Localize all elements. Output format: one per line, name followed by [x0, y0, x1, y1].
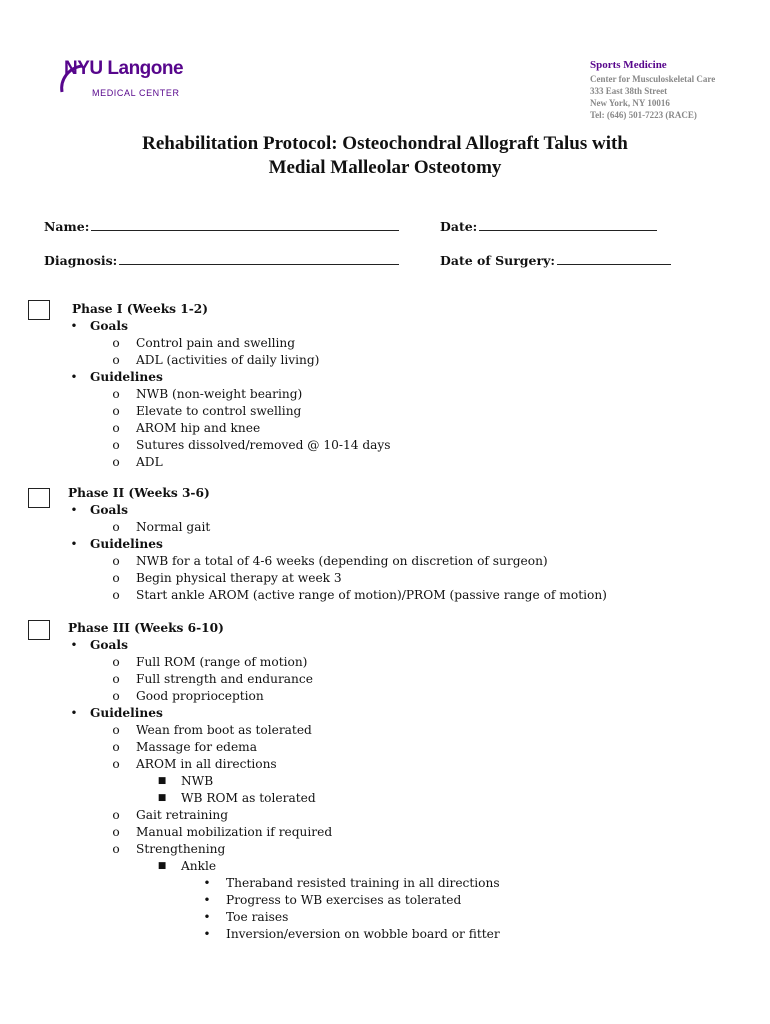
list-item: o Gait retraining: [112, 808, 228, 822]
list-item: • Progress to WB exercises as tolerated: [203, 893, 462, 907]
list-item: o ADL (activities of daily living): [112, 353, 320, 367]
document-title: [0, 132, 770, 180]
list-item: o AROM hip and knee: [112, 421, 261, 435]
list-item: o Sutures dissolved/removed @ 10-14 days: [112, 438, 391, 452]
list-item: o ADL: [112, 455, 163, 469]
list-item: o Good proprioception: [112, 689, 264, 703]
date-of-surgery-label: Date of Surgery:: [440, 253, 555, 268]
org-line: Center for Musculoskeletal Care: [590, 74, 716, 84]
date-field[interactable]: [440, 218, 657, 234]
diagnosis-label: Diagnosis:: [44, 253, 118, 268]
phase-title: Phase I (Weeks 1-2): [72, 302, 209, 316]
phase-3-section: [68, 620, 500, 943]
org-address-block: [590, 57, 715, 121]
list-item: o Massage for edema: [112, 740, 258, 754]
title-line-1: Rehabilitation Protocol: Osteochondral Allograft Talus with: [142, 133, 628, 154]
list-item: o Full strength and endurance: [112, 672, 313, 686]
logo-text: NYU Langone: [64, 58, 184, 79]
list-item: o Normal gait: [112, 520, 211, 534]
title-line-2: Medial Malleolar Osteotomy: [268, 157, 502, 178]
list-item: • Goals: [70, 503, 128, 517]
list-item: o Strengthening: [112, 842, 226, 856]
list-item: o Full ROM (range of motion): [112, 655, 308, 669]
phase-2-checkbox[interactable]: [28, 488, 50, 508]
name-field[interactable]: [44, 218, 399, 234]
list-item: o AROM in all directions: [112, 757, 277, 771]
org-line: 333 East 38th Street: [590, 86, 668, 96]
org-line: New York, NY 10016: [590, 98, 670, 108]
list-item: • Inversion/eversion on wobble board or fitter: [203, 927, 500, 941]
list-item: • Toe raises: [203, 910, 289, 924]
date-label: Date:: [440, 219, 478, 234]
list-item: o NWB (non-weight bearing): [112, 387, 303, 401]
nyu-langone-logo: [58, 58, 184, 106]
list-item: • Guidelines: [70, 537, 163, 551]
list-item: ■ Ankle: [157, 859, 217, 873]
logo-subtext: MEDICAL CENTER: [92, 88, 180, 98]
date-of-surgery-field[interactable]: [440, 252, 671, 268]
phase-1-section: [68, 301, 391, 471]
list-item: • Goals: [70, 319, 128, 333]
list-item: o Control pain and swelling: [112, 336, 296, 350]
list-item: o Start ankle AROM (active range of motion)/PROM (passive range of motion): [112, 588, 607, 602]
diagnosis-field[interactable]: [44, 252, 399, 268]
name-label: Name:: [44, 219, 90, 234]
phase-3-checkbox[interactable]: [28, 620, 50, 640]
diagnosis-line[interactable]: [119, 252, 399, 265]
list-item: o NWB for a total of 4-6 weeks (depending on discretion of surgeon): [112, 554, 548, 568]
list-item: o Manual mobilization if required: [112, 825, 333, 839]
phase-1-checkbox[interactable]: [28, 300, 50, 320]
list-item: ■ WB ROM as tolerated: [157, 791, 316, 805]
phase-title: Phase III (Weeks 6-10): [68, 621, 224, 635]
phase-2-section: [68, 485, 607, 604]
list-item: ■ NWB: [157, 774, 214, 788]
name-line[interactable]: [91, 218, 399, 231]
list-item: o Begin physical therapy at week 3: [112, 571, 342, 585]
list-item: • Goals: [70, 638, 128, 652]
list-item: o Elevate to control swelling: [112, 404, 302, 418]
phase-title: Phase II (Weeks 3-6): [68, 486, 210, 500]
list-item: • Guidelines: [70, 370, 163, 384]
org-line: Tel: (646) 501-7223 (RACE): [590, 110, 697, 120]
date-of-surgery-line[interactable]: [557, 252, 671, 265]
date-line[interactable]: [479, 218, 657, 231]
list-item: • Theraband resisted training in all directions: [203, 876, 500, 890]
department-name: Sports Medicine: [590, 59, 667, 71]
list-item: o Wean from boot as tolerated: [112, 723, 312, 737]
list-item: • Guidelines: [70, 706, 163, 720]
